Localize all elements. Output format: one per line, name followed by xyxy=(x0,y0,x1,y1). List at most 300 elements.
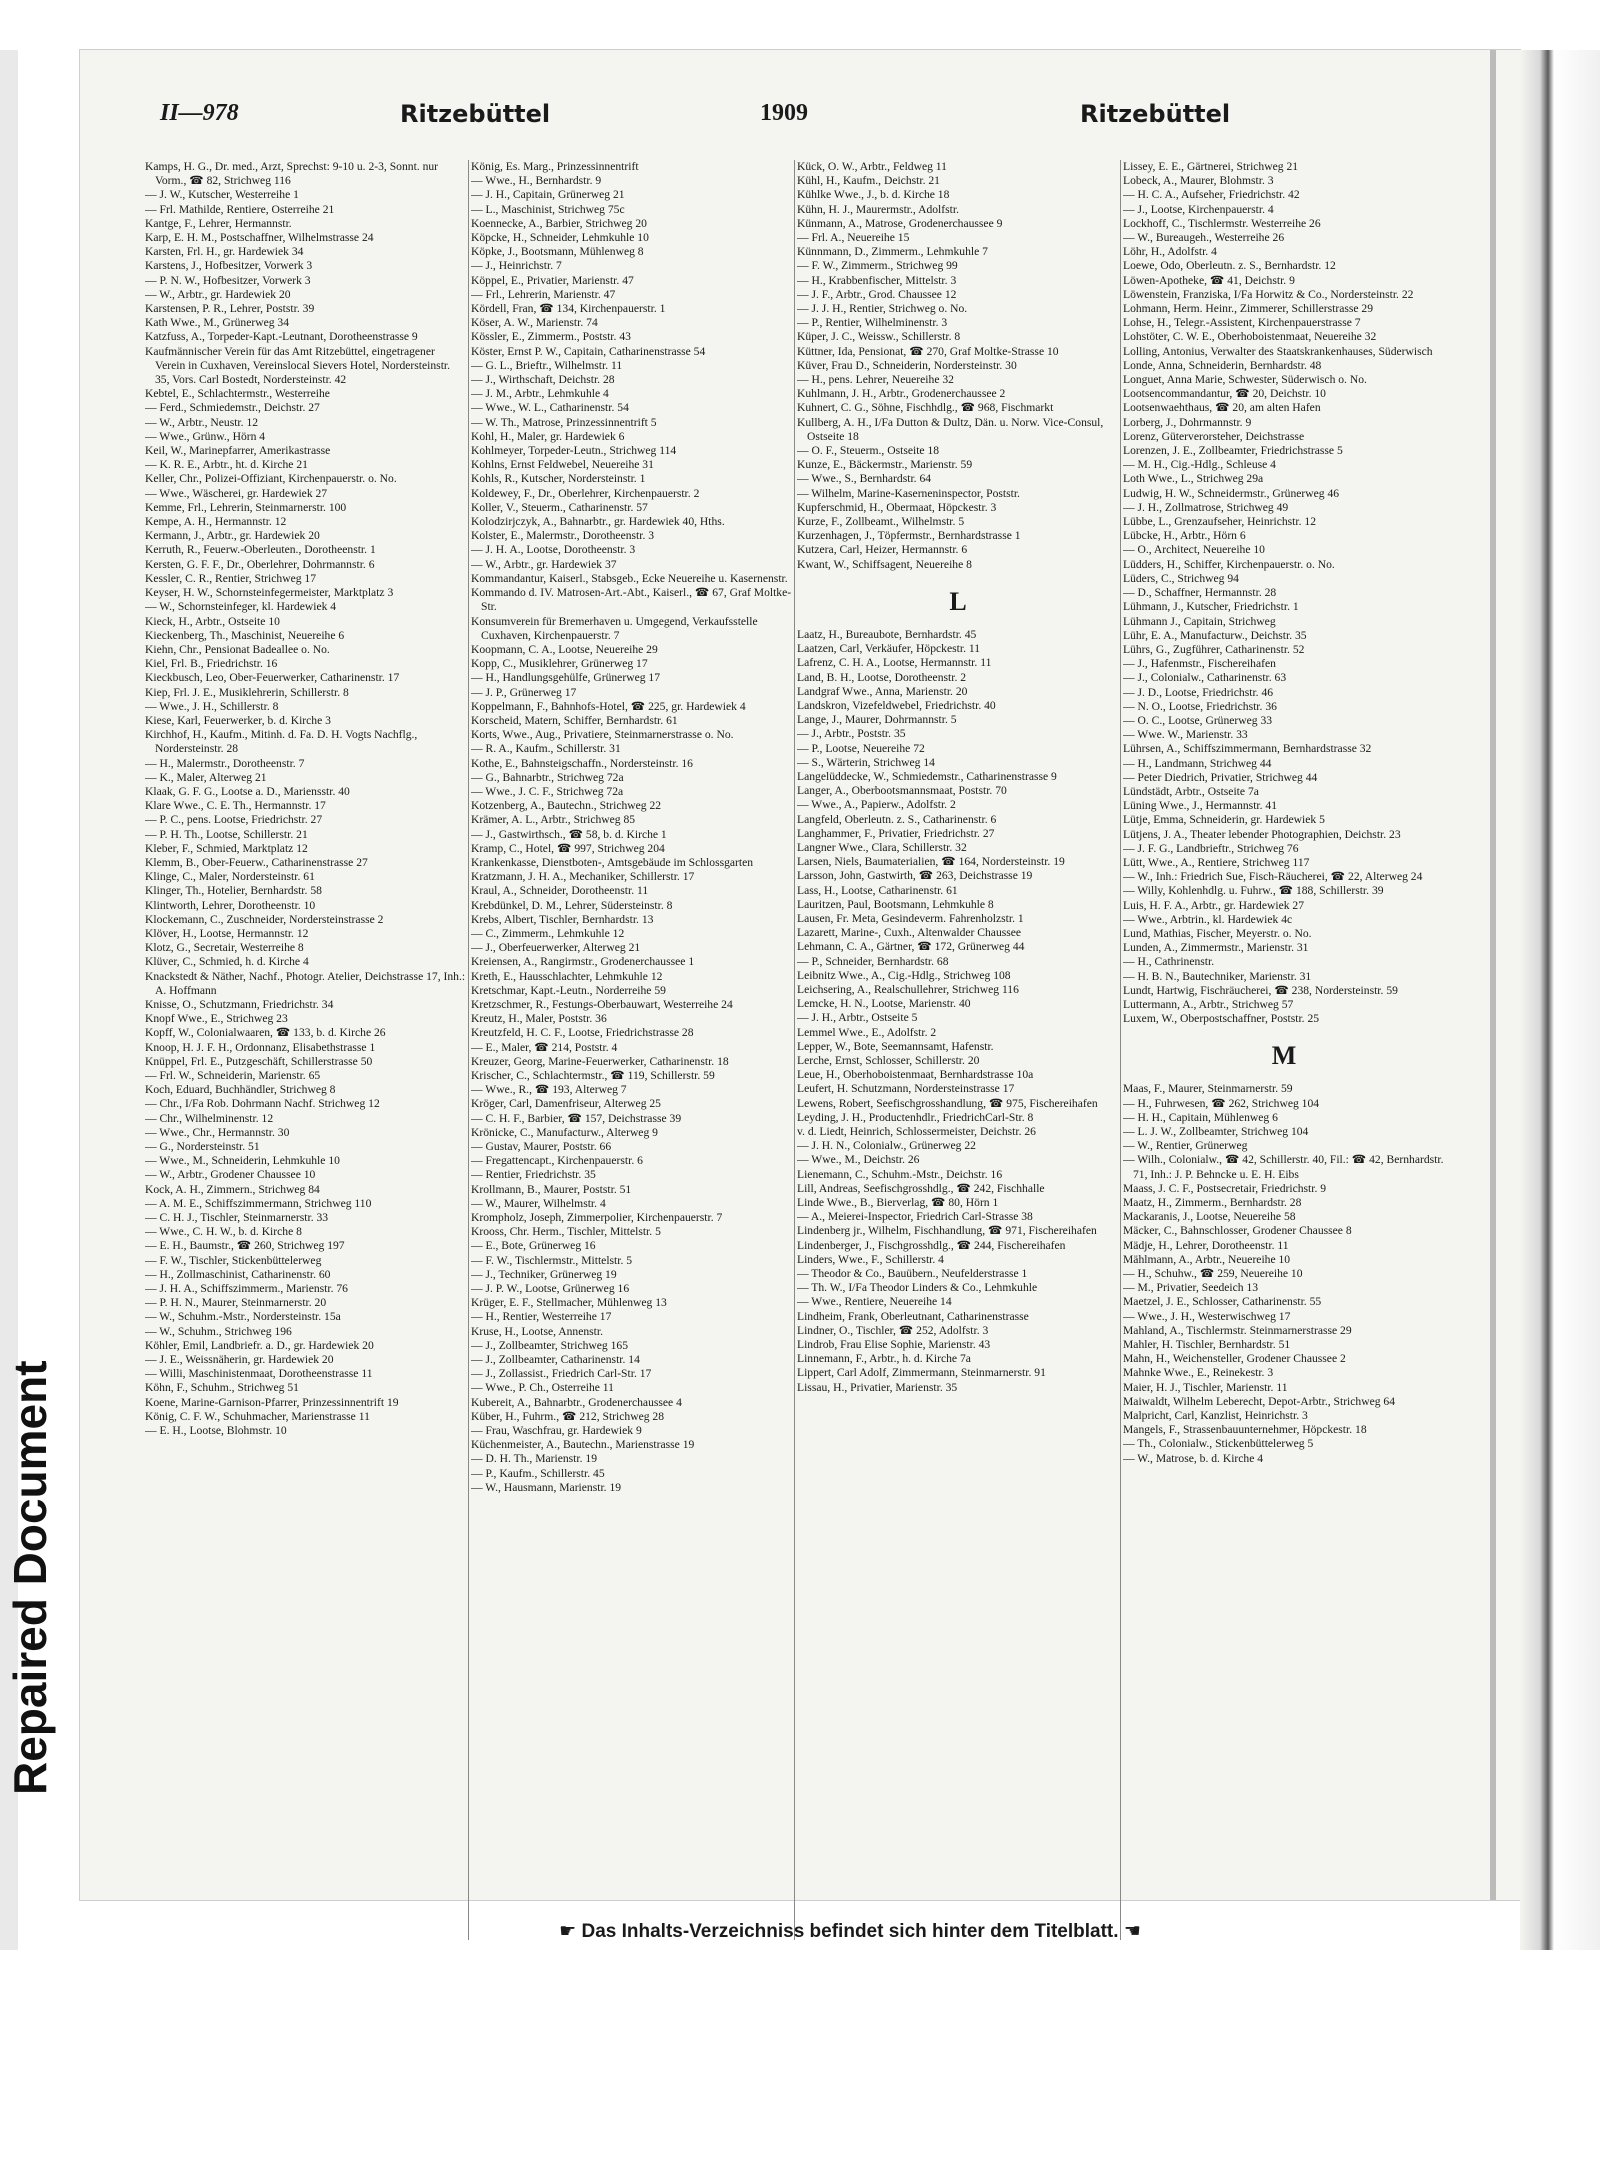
directory-entry: — W. Th., Matrose, Prinzessinnentrift 5 xyxy=(471,415,657,429)
directory-entry: Lübbe, L., Grenzaufseher, Heinrichstr. 12 xyxy=(1123,515,1317,529)
directory-entry: — K. R. E., Arbtr., ht. d. Kirche 21 xyxy=(145,458,308,472)
directory-entry: Krankenkasse, Dienstboten-, Amtsgebäude im Schlossgarten xyxy=(471,855,754,869)
column-3 xyxy=(797,160,1119,1940)
page-header xyxy=(160,100,1450,140)
directory-entry: — H., pens. Lehrer, Neuereihe 32 xyxy=(797,373,954,387)
pointing-hand-icon: ☚ xyxy=(1123,1920,1141,1942)
directory-entry: Knoop, H. J. F. H., Ordonnanz, Elisabethstrasse 1 xyxy=(145,1040,376,1054)
directory-entry: — O. C., Lootse, Grünerweg 33 xyxy=(1123,713,1273,727)
directory-entry: — H., Handlungsgehülfe, Grünerweg 17 xyxy=(471,671,660,685)
directory-entry: Krebdünkel, D. M., Lehrer, Südersteinstr. 8 xyxy=(471,898,673,912)
directory-entry: Lüdders, H., Schiffer, Kirchenpauerstr. o. No. xyxy=(1123,557,1335,571)
directory-entry: — F. W., Zimmerm., Strichweg 99 xyxy=(797,259,958,273)
directory-entry: Kommandantur, Kaiserl., Stabsgeb., Ecke Neuereihe u. Kasernenstr. xyxy=(471,571,788,585)
directory-entry: Lobeck, A., Maurer, Blohmstr. 3 xyxy=(1123,174,1274,188)
directory-entry: Mahn, H., Weichensteller, Grodener Chaussee 2 xyxy=(1123,1352,1346,1366)
directory-entry: Kruse, H., Lootse, Annenstr. xyxy=(471,1324,604,1338)
directory-entry: Mahnke Wwe., E., Reinekestr. 3 xyxy=(1123,1366,1274,1380)
directory-entry: — A., Meierei-Inspector, Friedrich Carl-Strasse 38 xyxy=(797,1210,1033,1224)
directory-entry: Koopmann, C. A., Lootse, Neuereihe 29 xyxy=(471,642,658,656)
directory-entry: Landskron, Vizefeldwebel, Friedrichstr. 40 xyxy=(797,698,996,712)
directory-entry: — J. F. G., Landbrieftr., Strichweg 76 xyxy=(1123,841,1299,855)
directory-entry: Klaak, G. F. G., Lootse a. D., Mariensstr. 40 xyxy=(145,784,350,798)
directory-entry: Kohlmeyer, Torpeder-Leutn., Strichweg 114 xyxy=(471,444,677,458)
directory-entry: Kopp, C., Musiklehrer, Grünerweg 17 xyxy=(471,657,648,671)
directory-entry: Kreth, E., Hausschlachter, Lehmkuhle 12 xyxy=(471,969,663,983)
directory-entry: Köpcke, H., Schneider, Lehmkuhle 10 xyxy=(471,231,649,245)
directory-entry: Löwen-Apotheke, ☎ 41, Deichstr. 9 xyxy=(1123,273,1295,287)
directory-entry: Kurze, F., Zollbeamt., Wilhelmstr. 5 xyxy=(797,515,965,529)
directory-entry: Kössler, E., Zimmerm., Poststr. 43 xyxy=(471,330,631,344)
directory-entry: — Wwe., Chr., Hermannstr. 30 xyxy=(145,1125,290,1139)
directory-entry: Ludwig, H. W., Schneidermstr., Grünerweg 46 xyxy=(1123,486,1340,500)
directory-entry: — H. B. N., Bautechniker, Marienstr. 31 xyxy=(1123,969,1312,983)
directory-entry: — W., Arbtr., gr. Hardewiek 20 xyxy=(145,287,291,301)
directory-entry: — D. H. Th., Marienstr. 19 xyxy=(471,1452,598,1466)
section-letter: M xyxy=(1271,1041,1297,1071)
directory-entry: — E., Maler, ☎ 214, Poststr. 4 xyxy=(471,1040,618,1054)
directory-entry: Laatzen, Carl, Verkäufer, Höpckestr. 11 xyxy=(797,642,981,656)
directory-entry: Lüders, C., Strichweg 94 xyxy=(1123,571,1239,585)
directory-entry: Kröger, Carl, Damenfriseur, Alterweg 25 xyxy=(471,1097,661,1111)
directory-entry: Krooss, Chr. Herm., Tischler, Mittelstr. 5 xyxy=(471,1225,661,1239)
directory-entry: — Willy, Kohlenhdlg. u. Fuhrw., ☎ 188, Schillerstr. 39 xyxy=(1123,884,1384,898)
directory-entry: — J., Hafenmstr., Fischereihafen xyxy=(1123,657,1276,671)
directory-entry: Kuhnert, C. G., Söhne, Fischhdlg., ☎ 968, Fischmarkt xyxy=(797,401,1054,415)
directory-entry: Krämer, A. L., Arbtr., Strichweg 85 xyxy=(471,813,636,827)
directory-entry: Kramp, C., Hotel, ☎ 997, Strichweg 204 xyxy=(471,841,665,855)
directory-entry: — H., Malermstr., Dorotheenstr. 7 xyxy=(145,756,305,770)
directory-entry: König, C. F. W., Schuhmacher, Marienstrasse 11 xyxy=(145,1409,370,1423)
directory-entry: — E. H., Baumstr., ☎ 260, Strichweg 197 xyxy=(145,1239,345,1253)
directory-entry: Lafrenz, C. H. A., Lootse, Hermannstr. 11 xyxy=(797,656,992,670)
directory-entry: — W., Inh.: Friedrich Sue, Fisch-Räucherei, ☎ 22, Alterweg 24 xyxy=(1123,870,1423,884)
directory-entry: Land, B. H., Lootse, Dorotheenstr. 2 xyxy=(797,670,967,684)
directory-entry: Maetzel, J. E., Schlosser, Catharinenstr. 55 xyxy=(1123,1295,1322,1309)
directory-entry: — W., Rentier, Grünerweg xyxy=(1123,1139,1248,1153)
directory-entry: Mädje, H., Lehrer, Dorotheenstr. 11 xyxy=(1123,1238,1289,1252)
directory-entry: Koene, Marine-Garnison-Pfarrer, Prinzessinnentrift 19 xyxy=(145,1395,399,1409)
directory-entry: Kohls, R., Kutscher, Nordersteinstr. 1 xyxy=(471,472,646,486)
directory-entry: Klemm, B., Ober-Feuerw., Catharinenstrasse 27 xyxy=(145,855,368,869)
directory-entry: Kupferschmid, H., Obermaat, Höpckestr. 3 xyxy=(797,500,997,514)
directory-entry: — W., Arbtr., Neustr. 12 xyxy=(145,415,259,429)
directory-entry: — J. F., Arbtr., Grod. Chaussee 12 xyxy=(797,287,957,301)
directory-entry: Kieckenberg, Th., Maschinist, Neuereihe 6 xyxy=(145,628,345,642)
directory-entry: Küttner, Ida, Pensionat, ☎ 270, Graf Moltke-Strasse 10 xyxy=(797,344,1059,358)
directory-entry: Lührsen, A., Schiffszimmermann, Bernhardstrasse 32 xyxy=(1123,742,1372,756)
directory-entry: — W., Arbtr., gr. Hardewiek 37 xyxy=(471,557,617,571)
directory-entry: — W., Arbtr., Grodener Chaussee 10 xyxy=(145,1168,316,1182)
directory-entry: Lüning Wwe., J., Hermannstr. 41 xyxy=(1123,799,1278,813)
directory-entry: Koppelmann, F., Bahnhofs-Hotel, ☎ 225, gr. Hardewiek 4 xyxy=(471,699,746,713)
directory-entry: Kerruth, R., Feuerw.-Oberleuten., Dorotheenstr. 1 xyxy=(145,543,376,557)
directory-entry: Leyding, J. H., Productenhdlr., FriedrichCarl-Str. 8 xyxy=(797,1110,1034,1124)
directory-entry: — Wwe., Rentiere, Neuereihe 14 xyxy=(797,1295,952,1309)
directory-entry: Künnmann, D., Zimmerm., Lehmkuhle 7 xyxy=(797,245,988,259)
directory-entry: — C. H. J., Tischler, Steinmarnerstr. 33 xyxy=(145,1211,329,1225)
directory-entry: Kretzschmer, R., Festungs-Oberbauwart, Westerreihe 24 xyxy=(471,997,733,1011)
directory-entry: Lazarett, Marine-, Cuxh., Altenwalder Chaussee xyxy=(797,926,1022,940)
directory-entry: Lütt, Wwe., A., Rentiere, Strichweg 117 xyxy=(1123,855,1310,869)
directory-entry: Lütjens, J. A., Theater lebender Photographien, Deichstr. 23 xyxy=(1123,827,1401,841)
directory-entry: Kebtel, E., Schlachtermstr., Westerreihe xyxy=(145,387,330,401)
directory-entry: Kühn, H. J., Maurermstr., Adolfstr. xyxy=(797,202,959,216)
directory-entry: Klintworth, Lehrer, Dorotheenstr. 10 xyxy=(145,898,316,912)
directory-entry: — Wwe., H., Bernhardstr. 9 xyxy=(471,174,602,188)
directory-entry: Küver, Frau D., Schneiderin, Nordersteinstr. 30 xyxy=(797,358,1017,372)
directory-entry: — H., Cathrinenstr. xyxy=(1123,955,1215,969)
directory-entry: — J. H. N., Colonialw., Grünerweg 22 xyxy=(797,1139,976,1153)
directory-entry: — Wwe., P. Ch., Osterreihe 11 xyxy=(471,1381,614,1395)
directory-entry: Köhler, Emil, Landbriefr. a. D., gr. Hardewiek 20 xyxy=(145,1338,374,1352)
directory-entry: Maatz, H., Zimmerm., Bernhardstr. 28 xyxy=(1123,1196,1302,1210)
directory-entry: Lass, H., Lootse, Catharinenstr. 61 xyxy=(797,883,958,897)
directory-entry: Katzfuss, A., Torpeder-Kapt.-Leutnant, Dorotheenstrasse 9 xyxy=(145,330,418,344)
column-divider xyxy=(794,160,795,1940)
directory-entry: Konsumverein für Bremerhaven u. Umgegend, Verkaufsstelle Cuxhaven, Kirchenpauerstr. 7 xyxy=(471,614,758,642)
directory-entry: — Wwe., Wäscherei, gr. Hardewiek 27 xyxy=(145,486,328,500)
directory-entry: Klinge, C., Maler, Nordersteinstr. 61 xyxy=(145,870,315,884)
directory-entry: v. d. Liedt, Heinrich, Schlossermeister, Deichstr. 26 xyxy=(797,1125,1036,1138)
column-4 xyxy=(1123,160,1445,1940)
directory-entry: Krompholz, Joseph, Zimmerpolier, Kirchenpauerstr. 7 xyxy=(471,1211,723,1225)
directory-entry: Kühl, H., Kaufm., Deichstr. 21 xyxy=(797,174,940,188)
directory-entry: — Wwe., J. H., Westerwischweg 17 xyxy=(1123,1309,1291,1323)
directory-entry: Maiwaldt, Wilhelm Leberecht, Depot-Arbtr., Strichweg 64 xyxy=(1123,1394,1396,1408)
directory-entry: Kwant, W., Schiffsagent, Neuereihe 8 xyxy=(797,557,972,571)
directory-entry: Kolodzirjczyk, A., Bahnarbtr., gr. Hardewiek 40, Hths. xyxy=(471,515,725,529)
directory-entry: Krischer, C., Schlachtermstr., ☎ 119, Schillerstr. 59 xyxy=(471,1069,715,1082)
directory-entry: Kotzenberg, A., Bautechn., Strichweg 22 xyxy=(471,799,662,813)
directory-entry: Lepper, W., Bote, Seemannsamt, Hafenstr. xyxy=(797,1039,994,1053)
directory-entry: Kock, A. H., Zimmern., Strichweg 84 xyxy=(145,1182,320,1196)
directory-entry: Lohstöter, C. W. E., Oberhoboistenmaat, Neuereihe 32 xyxy=(1123,330,1377,344)
directory-entry: — J. E., Weissnäherin, gr. Hardewiek 20 xyxy=(145,1353,334,1367)
directory-entry: — J., Techniker, Grünerweg 19 xyxy=(471,1267,617,1281)
directory-entry: — O., Architect, Neuereihe 10 xyxy=(1123,543,1265,557)
directory-entry: Kreuzer, Georg, Marine-Feuerwerker, Catharinenstr. 18 xyxy=(471,1054,729,1068)
directory-entry: Lündstädt, Arbtr., Ostseite 7a xyxy=(1123,784,1259,798)
directory-entry: Lehmann, C. A., Gärtner, ☎ 172, Grünerweg 44 xyxy=(797,940,1025,954)
page-gutter xyxy=(1490,50,1496,1900)
directory-entry: — Wwe., J. C. F., Strichweg 72a xyxy=(471,784,624,798)
directory-entry: Langer, A., Oberbootsmannsmaat, Poststr. 70 xyxy=(797,784,1007,798)
directory-entry: — J. P. W., Lootse, Grünerweg 16 xyxy=(471,1282,630,1296)
directory-entry: — W., Schuhm.-Mstr., Nordersteinstr. 15a xyxy=(145,1310,341,1324)
directory-entry: Koldewey, F., Dr., Oberlehrer, Kirchenpauerstr. 2 xyxy=(471,486,700,500)
directory-entry: Karstensen, P. R., Lehrer, Poststr. 39 xyxy=(145,302,315,316)
directory-entry: — P. C., pens. Lootse, Friedrichstr. 27 xyxy=(145,813,323,827)
directory-entry: Lühmann, J., Kutscher, Friedrichstr. 1 xyxy=(1123,600,1299,614)
directory-entry: — J. H., Zollmatrose, Strichweg 49 xyxy=(1123,500,1289,514)
directory-entry: — W., Hausmann, Marienstr. 19 xyxy=(471,1480,622,1494)
directory-entry: Kleber, F., Schmied, Marktplatz 12 xyxy=(145,841,308,855)
directory-entry: Mäcker, C., Bahnschlosser, Grodener Chaussee 8 xyxy=(1123,1224,1352,1238)
directory-entry: — Rentier, Friedrichstr. 35 xyxy=(471,1168,596,1182)
directory-entry: Leibnitz Wwe., A., Cig.-Hdlg., Strichweg 108 xyxy=(797,968,1011,982)
directory-entry: — P., Schneider, Bernhardstr. 68 xyxy=(797,954,949,968)
directory-entry: Loth Wwe., L., Strichweg 29a xyxy=(1123,472,1264,486)
directory-entry: — Wilh., Colonialw., ☎ 42, Schillerstr. 40, Fil.: ☎ 42, Bernhardstr. 71, Inh.: J. P. Behncke u. E. H. Eibs xyxy=(1123,1153,1444,1181)
directory-entry: Lindheim, Frank, Oberleutnant, Catharinenstrasse xyxy=(797,1309,1029,1323)
directory-entry: Londe, Anna, Schneiderin, Bernhardstr. 48 xyxy=(1123,358,1322,372)
directory-entry: Lockhoff, C., Tischlermstr. Westerreihe 26 xyxy=(1123,216,1321,230)
side-label: Repaired Document xyxy=(4,1360,56,1795)
directory-entry: Klinger, Th., Hotelier, Bernhardstr. 58 xyxy=(145,884,322,898)
directory-entry: — F. W., Tischler, Stickenbüttelerweg xyxy=(145,1253,322,1267)
directory-entry: Knopf Wwe., E., Strichweg 23 xyxy=(145,1012,288,1026)
directory-entry: Lorenz, Güterverorsteher, Deichstrasse xyxy=(1123,429,1305,443)
directory-entry: Lootsenwaehthaus, ☎ 20, am alten Hafen xyxy=(1123,401,1321,415)
directory-entry: — P. N. W., Hofbesitzer, Vorwerk 3 xyxy=(145,273,311,287)
directory-entry: Korts, Wwe., Aug., Privatiere, Steinmarnerstrasse o. No. xyxy=(471,728,734,742)
directory-entry: — G., Nordersteinstr. 51 xyxy=(145,1140,260,1154)
directory-entry: — Fregattencapt., Kirchenpauerstr. 6 xyxy=(471,1154,643,1168)
directory-entry: Leichsering, A., Realschullehrer, Strichweg 116 xyxy=(797,982,1019,996)
directory-columns xyxy=(145,160,1445,1940)
directory-entry: — Wwe., S., Bernhardstr. 64 xyxy=(797,472,932,486)
directory-entry: Lausen, Fr. Meta, Gesindeverm. Fahrenholzstr. 1 xyxy=(797,911,1024,925)
directory-entry: — P. H. Th., Lootse, Schillerstr. 21 xyxy=(145,827,308,841)
directory-entry: — O. F., Steuerm., Ostseite 18 xyxy=(797,444,940,458)
directory-entry: — G. L., Brieftr., Wilhelmstr. 11 xyxy=(471,358,623,372)
directory-entry: — J., Colonialw., Catharinenstr. 63 xyxy=(1123,671,1287,685)
directory-entry: Lunden, A., Zimmermstr., Marienstr. 31 xyxy=(1123,941,1309,955)
directory-entry: Leue, H., Oberhoboistenmaat, Bernhardstrasse 10a xyxy=(797,1068,1034,1082)
directory-entry: Langelüddecke, W., Schmiedemstr., Catharinenstrasse 9 xyxy=(797,769,1057,783)
directory-entry: Köhn, F., Schuhm., Strichweg 51 xyxy=(145,1381,299,1395)
directory-entry: Köser, A. W., Marienstr. 74 xyxy=(471,316,598,330)
directory-entry: Mangels, F., Strassenbauunternehmer, Höpckestr. 18 xyxy=(1123,1423,1367,1437)
directory-entry: — Gustav, Maurer, Poststr. 66 xyxy=(471,1140,612,1154)
directory-entry: — P., Lootse, Neuereihe 72 xyxy=(797,741,925,755)
directory-entry: Lübcke, H., Arbtr., Hörn 6 xyxy=(1123,529,1246,543)
directory-entry: Kieck, H., Arbtr., Ostseite 10 xyxy=(145,614,280,628)
directory-entry: — E. H., Lootse, Blohmstr. 10 xyxy=(145,1424,287,1438)
directory-entry: — H. H., Capitain, Mühlenweg 6 xyxy=(1123,1110,1278,1124)
pointing-hand-icon: ☛ xyxy=(559,1920,577,1942)
directory-entry: Maier, H. J., Tischler, Marienstr. 11 xyxy=(1123,1380,1288,1394)
column-divider xyxy=(1120,160,1121,1940)
directory-entry: — F. W., Tischlermstr., Mittelstr. 5 xyxy=(471,1253,633,1267)
directory-entry: Luis, H. F. A., Arbtr., gr. Hardewiek 27 xyxy=(1123,898,1305,912)
directory-entry: Kersten, G. F. F., Dr., Oberlehrer, Dohrmannstr. 6 xyxy=(145,557,375,571)
directory-entry: — Th., Colonialw., Stickenbüttelerweg 5 xyxy=(1123,1437,1314,1451)
directory-entry: — Frl. A., Neuereihe 15 xyxy=(797,231,910,245)
directory-entry: Knüppel, Frl. E., Putzgeschäft, Schillerstrasse 50 xyxy=(145,1054,373,1068)
directory-entry: Linnemann, F., Arbtr., h. d. Kirche 7a xyxy=(797,1352,971,1366)
directory-entry: Kreiensen, A., Rangirmstr., Grodenerchaussee 1 xyxy=(471,955,695,969)
right-edge-strip xyxy=(1520,50,1600,1950)
directory-entry: — H., Krabbenfischer, Mittelstr. 3 xyxy=(797,273,957,287)
directory-entry: Köster, Ernst P. W., Capitain, Catharinenstrasse 54 xyxy=(471,344,706,358)
directory-entry: — Chr., I/Fa Rob. Dohrmann Nachf. Strichweg 12 xyxy=(145,1097,380,1111)
directory-entry: Lütje, Emma, Schneiderin, gr. Hardewiek 5 xyxy=(1123,813,1325,827)
directory-entry: — Wwe., W. L., Catharinenstr. 54 xyxy=(471,401,629,415)
directory-entry: Knackstedt & Näther, Nachf., Photogr. Atelier, Deichstrasse 17, Inh.: A. Hoffmann xyxy=(145,969,466,997)
directory-entry: Klüver, C., Schmied, h. d. Kirche 4 xyxy=(145,955,309,969)
running-title-left: Ritzebüttel xyxy=(400,100,551,128)
directory-entry: Klotz, G., Secretair, Westerreihe 8 xyxy=(145,941,304,955)
directory-entry: — W., Schornsteinfeger, kl. Hardewiek 4 xyxy=(145,600,337,614)
directory-entry: — Frl. W., Schneiderin, Marienstr. 65 xyxy=(145,1069,321,1082)
directory-entry: Kreutzfeld, H. C. F., Lootse, Friedrichstrasse 28 xyxy=(471,1026,694,1040)
directory-entry: — J. H., Arbtr., Ostseite 5 xyxy=(797,1011,918,1025)
directory-entry: — J. W., Kutscher, Westerreihe 1 xyxy=(145,188,299,202)
directory-entry: — N. O., Lootse, Friedrichstr. 36 xyxy=(1123,699,1277,713)
directory-entry: König, Es. Marg., Prinzessinnentrift xyxy=(471,160,639,173)
directory-entry: Löhr, H., Adolfstr. 4 xyxy=(1123,245,1217,259)
directory-entry: — Willi, Maschinistenmaat, Dorotheenstrasse 11 xyxy=(145,1367,373,1381)
directory-entry: Kohl, H., Maler, gr. Hardewiek 6 xyxy=(471,429,625,443)
directory-entry: — Wwe., M., Schneiderin, Lehmkuhle 10 xyxy=(145,1154,340,1168)
directory-entry: Loewe, Odo, Oberleutn. z. S., Bernhardstr. 12 xyxy=(1123,259,1336,273)
directory-entry: Kühlke Wwe., J., b. d. Kirche 18 xyxy=(797,188,950,202)
directory-entry: Küper, J. C., Weissw., Schillerstr. 8 xyxy=(797,330,961,344)
directory-entry: Lippert, Carl Adolf, Zimmermann, Steinmarnerstr. 91 xyxy=(797,1366,1046,1380)
directory-entry: Lührs, G., Zugführer, Catharinenstr. 52 xyxy=(1123,642,1305,656)
directory-entry: Karp, E. H. M., Postschaffner, Wilhelmstrasse 24 xyxy=(145,231,374,245)
directory-entry: — W., Matrose, b. d. Kirche 4 xyxy=(1123,1451,1264,1465)
directory-entry: Kath Wwe., M., Grünerweg 34 xyxy=(145,316,290,330)
directory-entry: — H., Schuhw., ☎ 259, Neuereihe 10 xyxy=(1123,1267,1303,1281)
directory-entry: Mählmann, A., Arbtr., Neuereihe 10 xyxy=(1123,1252,1291,1266)
directory-entry: — Wwe., M., Deichstr. 26 xyxy=(797,1153,920,1167)
directory-entry: Lindenberger, J., Fischgrosshdlg., ☎ 244, Fischereihafen xyxy=(797,1238,1066,1252)
directory-entry: Kothe, E., Bahnsteigschaffn., Nordersteinstr. 16 xyxy=(471,756,693,770)
directory-entry: Kemme, Frl., Lehrerin, Steinmarnerstr. 100 xyxy=(145,500,347,514)
directory-entry: — Wwe., J. H., Schillerstr. 8 xyxy=(145,699,279,713)
directory-entry: Kullberg, A. H., I/Fa Dutton & Dultz, Dän. u. Norw. Vice-Consul, Ostseite 18 xyxy=(797,415,1104,443)
directory-entry: — J., Lootse, Kirchenpauerstr. 4 xyxy=(1123,202,1274,216)
directory-entry: — P. H. N., Maurer, Steinmarnerstr. 20 xyxy=(145,1296,327,1310)
directory-entry: Koennecke, A., Barbier, Strichweg 20 xyxy=(471,216,647,230)
directory-entry: Köppel, E., Privatier, Marienstr. 47 xyxy=(471,273,634,287)
directory-entry: Kretschmar, Kapt.-Leutn., Norderreihe 59 xyxy=(471,983,666,997)
directory-entry: — Frl. Mathilde, Rentiere, Osterreihe 21 xyxy=(145,202,335,216)
directory-entry: — L., Maschinist, Strichweg 75c xyxy=(471,202,625,216)
directory-entry: Keil, W., Marinepfarrer, Amerikastrasse xyxy=(145,444,331,458)
directory-entry: — Frl., Lehrerin, Marienstr. 47 xyxy=(471,287,616,301)
directory-entry: Maass, J. C. F., Postsecretair, Friedrichstr. 9 xyxy=(1123,1181,1327,1195)
directory-entry: Lund, Mathias, Fischer, Meyerstr. o. No. xyxy=(1123,926,1312,940)
directory-entry: Lolling, Antonius, Verwalter des Staatskrankenhauses, Süderwisch xyxy=(1123,344,1433,358)
directory-entry: Kiel, Frl. B., Friedrichstr. 16 xyxy=(145,657,278,671)
directory-entry: Krebs, Albert, Tischler, Bernhardstr. 13 xyxy=(471,912,654,926)
column-2 xyxy=(471,160,793,1940)
directory-entry: Kück, O. W., Arbtr., Feldweg 11 xyxy=(797,160,947,173)
directory-entry: Lindenberg jr., Wilhelm, Fischhandlung, ☎ 971, Fischereihafen xyxy=(797,1224,1097,1238)
directory-entry: Kreutz, H., Maler, Poststr. 36 xyxy=(471,1012,607,1026)
directory-entry: Kolster, E., Malermstr., Dorotheenstr. 3 xyxy=(471,529,655,543)
directory-entry: — Wwe., Grünw., Hörn 4 xyxy=(145,429,266,443)
directory-entry: Kiese, Karl, Feuerwerker, b. d. Kirche 3 xyxy=(145,713,331,727)
directory-entry: Klöver, H., Lootse, Hermannstr. 12 xyxy=(145,926,309,940)
directory-entry: Löwenstein, Franziska, I/Fa Horwitz & Co., Nordersteinstr. 22 xyxy=(1123,287,1414,301)
directory-entry: Lorberg, J., Dohrmannstr. 9 xyxy=(1123,415,1252,429)
directory-entry: Larsson, John, Gastwirth, ☎ 263, Deichstrasse 19 xyxy=(797,869,1033,883)
directory-entry: Kommando d. IV. Matrosen-Art.-Abt., Kaiserl., ☎ 67, Graf Moltke-Str. xyxy=(471,586,792,614)
directory-entry: — D., Schaffner, Hermannstr. 28 xyxy=(1123,586,1277,600)
directory-entry: — H. C. A., Aufseher, Friedrichstr. 42 xyxy=(1123,188,1300,202)
directory-entry: Lühr, E. A., Manufacturw., Deichstr. 35 xyxy=(1123,628,1307,642)
directory-entry: Kirchhof, H., Kaufm., Mitinh. d. Fa. D. H. Vogts Nachflg., Nordersteinstr. 28 xyxy=(145,728,418,756)
directory-entry: Lohmann, Herm. Heinr., Zimmerer, Schillerstrasse 29 xyxy=(1123,302,1374,316)
directory-entry: — P., Rentier, Wilhelminenstr. 3 xyxy=(797,316,948,330)
directory-entry: Kaufmännischer Verein für das Amt Ritzebüttel, eingetragener Verein in Cuxhaven, Vereinslocal Sievers Hotel, Nordersteinstr. 35, Vors. Carl Bostedt, Nordersteinstr. 42 xyxy=(145,344,451,387)
directory-entry: Kunze, E., Bäckermstr., Marienstr. 59 xyxy=(797,458,973,472)
directory-entry: Longuet, Anna Marie, Schwester, Süderwisch o. No. xyxy=(1123,373,1367,387)
directory-entry: Lorenzen, J. E., Zollbeamter, Friedrichstrasse 5 xyxy=(1123,444,1343,458)
directory-entry: — C., Zimmerm., Lehmkuhle 12 xyxy=(471,926,625,940)
directory-entry: Linde Wwe., B., Bierverlag, ☎ 80, Hörn 1 xyxy=(797,1196,999,1210)
directory-entry: Lindner, O., Tischler, ☎ 252, Adolfstr. 3 xyxy=(797,1323,989,1337)
directory-entry: Kermann, J., Arbtr., gr. Hardewiek 20 xyxy=(145,529,320,543)
directory-entry: Kohlns, Ernst Feldwebel, Neuereihe 31 xyxy=(471,458,654,472)
directory-entry: — M., Privatier, Seedeich 13 xyxy=(1123,1281,1259,1295)
directory-entry: — R. A., Kaufm., Schillerstr. 31 xyxy=(471,742,621,756)
directory-entry: — J., Gastwirthsch., ☎ 58, b. d. Kirche 1 xyxy=(471,827,667,841)
directory-entry: Kopff, W., Colonialwaaren, ☎ 133, b. d. Kirche 26 xyxy=(145,1026,386,1040)
directory-entry: Kiep, Frl. J. E., Musiklehrerin, Schillerstr. 8 xyxy=(145,685,349,699)
directory-entry: — J., Heinrichstr. 7 xyxy=(471,259,562,273)
directory-entry: — J. M., Arbtr., Lehmkuhle 4 xyxy=(471,387,609,401)
year-heading: 1909 xyxy=(760,100,808,126)
directory-entry: Lemmel Wwe., E., Adolfstr. 2 xyxy=(797,1025,937,1039)
directory-entry: Krüger, E. F., Stellmacher, Mühlenweg 13 xyxy=(471,1296,667,1310)
directory-entry: — J. D., Lootse, Friedrichstr. 46 xyxy=(1123,685,1274,699)
directory-entry: Malpricht, Carl, Kanzlist, Heinrichstr. 3 xyxy=(1123,1409,1308,1423)
directory-entry: — Peter Diedrich, Privatier, Strichweg 44 xyxy=(1123,770,1318,784)
directory-entry: Landgraf Wwe., Anna, Marienstr. 20 xyxy=(797,684,968,698)
directory-entry: Mackaranis, J., Lootse, Neuereihe 58 xyxy=(1123,1210,1296,1224)
directory-entry: Lootsencommandantur, ☎ 20, Deichstr. 10 xyxy=(1123,387,1326,401)
directory-entry: Lewens, Robert, Seefischgrosshandlung, ☎ 975, Fischereihafen xyxy=(797,1096,1098,1110)
directory-entry: Koch, Eduard, Buchhändler, Strichweg 8 xyxy=(145,1083,336,1097)
directory-entry: Lissau, H., Privatier, Marienstr. 35 xyxy=(797,1380,958,1394)
directory-entry: Lauritzen, Paul, Bootsmann, Lehmkuhle 8 xyxy=(797,897,994,911)
directory-entry: — J., Zollbeamter, Strichweg 165 xyxy=(471,1338,628,1352)
directory-entry: — J. H., Capitain, Grünerweg 21 xyxy=(471,188,625,202)
footer-note xyxy=(390,1920,1310,1950)
directory-entry: Lange, J., Maurer, Dohrmannstr. 5 xyxy=(797,713,957,727)
column-divider xyxy=(468,160,469,1940)
directory-entry: — P., Kaufm., Schillerstr. 45 xyxy=(471,1466,605,1480)
directory-entry: — J., Arbtr., Poststr. 35 xyxy=(797,727,906,741)
directory-entry: — Wwe., R., ☎ 193, Alterweg 7 xyxy=(471,1083,627,1097)
directory-entry: — G., Bahnarbtr., Strichweg 72a xyxy=(471,770,624,784)
column-1 xyxy=(145,160,467,1940)
directory-entry: — Wwe., Arbtrin., kl. Hardewiek 4c xyxy=(1123,912,1293,926)
directory-entry: Lühmann J., Capitain, Strichweg xyxy=(1123,614,1276,628)
directory-entry: — E., Bote, Grünerweg 16 xyxy=(471,1239,596,1253)
directory-entry: — H., Rentier, Westerreihe 17 xyxy=(471,1310,612,1324)
directory-entry: — J. P., Grünerweg 17 xyxy=(471,685,577,699)
directory-entry: Kratzmann, J. H. A., Mechaniker, Schillerstr. 17 xyxy=(471,870,695,884)
directory-entry: Kamps, H. G., Dr. med., Arzt, Sprechst: 9-10 u. 2-3, Sonnt. nur Vorm., ☎ 82, Strichweg 116 xyxy=(145,160,439,188)
directory-entry: — Th. W., I/Fa Theodor Linders & Co., Lehmkuhle xyxy=(797,1281,1038,1295)
directory-entry: Lemcke, H. N., Lootse, Marienstr. 40 xyxy=(797,997,971,1011)
directory-entry: — J. J. H., Rentier, Strichweg o. No. xyxy=(797,302,968,316)
directory-entry: Mahland, A., Tischlermstr. Steinmarnerstrasse 29 xyxy=(1123,1323,1352,1337)
directory-entry: Luttermann, A., Arbtr., Strichweg 57 xyxy=(1123,997,1294,1011)
directory-entry: Langner Wwe., Clara, Schillerstr. 32 xyxy=(797,840,967,854)
directory-entry: Klare Wwe., C. E. Th., Hermannstr. 17 xyxy=(145,799,326,813)
directory-entry: Korscheid, Matern, Schiffer, Bernhardstr. 61 xyxy=(471,713,678,727)
directory-entry: Kördell, Fran, ☎ 134, Kirchenpauerstr. 1 xyxy=(471,302,666,316)
directory-entry: Maas, F., Maurer, Steinmarnerstr. 59 xyxy=(1123,1082,1293,1096)
